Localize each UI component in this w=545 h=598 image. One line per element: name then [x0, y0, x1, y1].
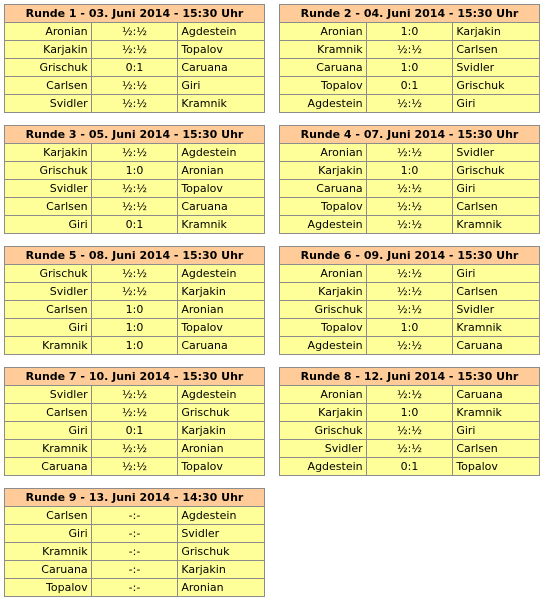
black-player: Grischuk — [453, 77, 540, 95]
game-result: ½:½ — [366, 95, 453, 113]
game-result: -:- — [91, 543, 178, 561]
game-result: ½:½ — [91, 458, 178, 476]
white-player: Aronian — [280, 144, 367, 162]
game-result: ½:½ — [366, 180, 453, 198]
white-player: Svidler — [5, 180, 92, 198]
black-player: Karjakin — [178, 561, 265, 579]
game-result: 1:0 — [91, 319, 178, 337]
game-result: -:- — [91, 507, 178, 525]
black-player: Svidler — [178, 525, 265, 543]
black-player: Aronian — [178, 440, 265, 458]
white-player: Topalov — [280, 198, 367, 216]
table-row — [5, 77, 265, 95]
black-player: Caruana — [178, 198, 265, 216]
table-row — [5, 23, 265, 41]
game-result: 1:0 — [91, 162, 178, 180]
round-2-table — [279, 4, 540, 113]
black-player: Giri — [453, 265, 540, 283]
game-result: ½:½ — [91, 23, 178, 41]
black-player: Kramnik — [453, 319, 540, 337]
white-player: Carlsen — [5, 301, 92, 319]
black-player: Grischuk — [453, 162, 540, 180]
table-row — [280, 198, 540, 216]
table-row — [280, 301, 540, 319]
black-player: Agdestein — [178, 23, 265, 41]
table-row — [280, 265, 540, 283]
black-player: Grischuk — [178, 543, 265, 561]
black-player: Kramnik — [453, 404, 540, 422]
game-result: ½:½ — [91, 144, 178, 162]
white-player: Aronian — [280, 23, 367, 41]
white-player: Grischuk — [5, 59, 92, 77]
game-result: 1:0 — [91, 337, 178, 355]
table-row — [5, 283, 265, 301]
black-player: Svidler — [453, 301, 540, 319]
black-player: Topalov — [453, 458, 540, 476]
table-row — [5, 41, 265, 59]
white-player: Topalov — [280, 77, 367, 95]
black-player: Kramnik — [178, 95, 265, 113]
round-5-title: Runde 5 - 08. Juni 2014 - 15:30 Uhr — [5, 247, 265, 265]
black-player: Aronian — [178, 301, 265, 319]
game-result: ½:½ — [366, 422, 453, 440]
game-result: 0:1 — [91, 59, 178, 77]
white-player: Topalov — [280, 319, 367, 337]
table-row — [280, 95, 540, 113]
white-player: Grischuk — [5, 265, 92, 283]
game-result: 0:1 — [91, 216, 178, 234]
white-player: Giri — [5, 525, 92, 543]
black-player: Topalov — [178, 319, 265, 337]
table-row — [5, 507, 265, 525]
white-player: Svidler — [280, 440, 367, 458]
game-result: ½:½ — [91, 41, 178, 59]
black-player: Caruana — [453, 386, 540, 404]
black-player: Topalov — [178, 180, 265, 198]
white-player: Caruana — [280, 180, 367, 198]
table-row — [280, 337, 540, 355]
black-player: Grischuk — [178, 404, 265, 422]
round-1-table — [4, 4, 265, 113]
game-result: ½:½ — [91, 283, 178, 301]
round-4-table — [279, 125, 540, 234]
black-player: Giri — [453, 95, 540, 113]
table-row — [5, 301, 265, 319]
white-player: Svidler — [5, 95, 92, 113]
game-result: ½:½ — [91, 404, 178, 422]
table-row — [280, 319, 540, 337]
round-1-title: Runde 1 - 03. Juni 2014 - 15:30 Uhr — [5, 5, 265, 23]
table-row — [280, 404, 540, 422]
game-result: 0:1 — [366, 77, 453, 95]
game-result: ½:½ — [366, 440, 453, 458]
round-6-title: Runde 6 - 09. Juni 2014 - 15:30 Uhr — [280, 247, 540, 265]
table-row — [5, 404, 265, 422]
white-player: Giri — [5, 422, 92, 440]
game-result: 0:1 — [91, 422, 178, 440]
white-player: Aronian — [5, 23, 92, 41]
game-result: -:- — [91, 561, 178, 579]
table-row — [5, 386, 265, 404]
white-player: Aronian — [280, 265, 367, 283]
black-player: Kramnik — [178, 216, 265, 234]
white-player: Grischuk — [5, 162, 92, 180]
black-player: Giri — [178, 77, 265, 95]
white-player: Kramnik — [5, 440, 92, 458]
black-player: Svidler — [453, 144, 540, 162]
black-player: Carlsen — [453, 440, 540, 458]
game-result: 1:0 — [366, 404, 453, 422]
table-row — [5, 144, 265, 162]
table-row — [5, 180, 265, 198]
black-player: Giri — [453, 180, 540, 198]
table-row — [280, 77, 540, 95]
table-row — [5, 422, 265, 440]
white-player: Kramnik — [5, 543, 92, 561]
table-row — [280, 23, 540, 41]
white-player: Agdestein — [280, 95, 367, 113]
round-7-title: Runde 7 - 10. Juni 2014 - 15:30 Uhr — [5, 368, 265, 386]
table-row — [5, 95, 265, 113]
white-player: Caruana — [280, 59, 367, 77]
black-player: Agdestein — [178, 386, 265, 404]
black-player: Agdestein — [178, 265, 265, 283]
round-4-title: Runde 4 - 07. Juni 2014 - 15:30 Uhr — [280, 126, 540, 144]
white-player: Topalov — [5, 579, 92, 597]
black-player: Carlsen — [453, 283, 540, 301]
table-row — [280, 180, 540, 198]
black-player: Svidler — [453, 59, 540, 77]
table-row — [5, 198, 265, 216]
table-row — [5, 216, 265, 234]
round-8-title: Runde 8 - 12. Juni 2014 - 15:30 Uhr — [280, 368, 540, 386]
white-player: Kramnik — [280, 41, 367, 59]
table-row — [280, 59, 540, 77]
black-player: Karjakin — [178, 283, 265, 301]
white-player: Caruana — [5, 458, 92, 476]
game-result: ½:½ — [91, 198, 178, 216]
game-result: ½:½ — [366, 386, 453, 404]
table-row — [280, 458, 540, 476]
black-player: Aronian — [178, 579, 265, 597]
game-result: ½:½ — [366, 337, 453, 355]
table-row — [280, 41, 540, 59]
game-result: -:- — [91, 579, 178, 597]
table-row — [5, 59, 265, 77]
game-result: ½:½ — [366, 283, 453, 301]
white-player: Carlsen — [5, 507, 92, 525]
game-result: -:- — [91, 525, 178, 543]
black-player: Caruana — [453, 337, 540, 355]
white-player: Carlsen — [5, 404, 92, 422]
game-result: ½:½ — [366, 41, 453, 59]
black-player: Caruana — [178, 59, 265, 77]
black-player: Caruana — [178, 337, 265, 355]
round-7-table — [4, 367, 265, 476]
white-player: Grischuk — [280, 301, 367, 319]
table-row — [5, 458, 265, 476]
table-row — [280, 144, 540, 162]
table-row — [5, 579, 265, 597]
black-player: Agdestein — [178, 144, 265, 162]
round-9-title: Runde 9 - 13. Juni 2014 - 14:30 Uhr — [5, 489, 265, 507]
game-result: ½:½ — [91, 386, 178, 404]
black-player: Topalov — [178, 41, 265, 59]
table-row — [5, 440, 265, 458]
game-result: 1:0 — [366, 23, 453, 41]
white-player: Svidler — [5, 386, 92, 404]
white-player: Agdestein — [280, 337, 367, 355]
game-result: ½:½ — [91, 265, 178, 283]
table-row — [280, 162, 540, 180]
black-player: Carlsen — [453, 41, 540, 59]
black-player: Agdestein — [178, 507, 265, 525]
game-result: ½:½ — [91, 440, 178, 458]
white-player: Carlsen — [5, 77, 92, 95]
table-row — [280, 386, 540, 404]
game-result: 1:0 — [91, 301, 178, 319]
black-player: Karjakin — [178, 422, 265, 440]
table-row — [5, 319, 265, 337]
white-player: Aronian — [280, 386, 367, 404]
game-result: 0:1 — [366, 458, 453, 476]
table-row — [5, 561, 265, 579]
game-result: 1:0 — [366, 59, 453, 77]
game-result: 1:0 — [366, 162, 453, 180]
white-player: Giri — [5, 319, 92, 337]
white-player: Karjakin — [280, 162, 367, 180]
white-player: Carlsen — [5, 198, 92, 216]
game-result: ½:½ — [91, 180, 178, 198]
white-player: Karjakin — [280, 404, 367, 422]
game-result: ½:½ — [366, 198, 453, 216]
table-row — [5, 162, 265, 180]
white-player: Svidler — [5, 283, 92, 301]
black-player: Giri — [453, 422, 540, 440]
game-result: ½:½ — [366, 265, 453, 283]
white-player: Karjakin — [5, 144, 92, 162]
black-player: Aronian — [178, 162, 265, 180]
white-player: Agdestein — [280, 216, 367, 234]
round-5-table — [4, 246, 265, 355]
game-result: 1:0 — [366, 319, 453, 337]
white-player: Agdestein — [280, 458, 367, 476]
white-player: Caruana — [5, 561, 92, 579]
table-row — [280, 422, 540, 440]
table-row — [5, 525, 265, 543]
white-player: Karjakin — [280, 283, 367, 301]
round-9-table — [4, 488, 265, 597]
game-result: ½:½ — [91, 77, 178, 95]
game-result: ½:½ — [366, 301, 453, 319]
table-row — [280, 216, 540, 234]
white-player: Karjakin — [5, 41, 92, 59]
black-player: Carlsen — [453, 198, 540, 216]
table-row — [5, 337, 265, 355]
round-6-table — [279, 246, 540, 355]
round-3-table — [4, 125, 265, 234]
black-player: Kramnik — [453, 216, 540, 234]
round-3-title: Runde 3 - 05. Juni 2014 - 15:30 Uhr — [5, 126, 265, 144]
white-player: Kramnik — [5, 337, 92, 355]
round-8-table — [279, 367, 540, 476]
table-row — [280, 283, 540, 301]
game-result: ½:½ — [91, 95, 178, 113]
black-player: Karjakin — [453, 23, 540, 41]
table-row — [280, 440, 540, 458]
white-player: Grischuk — [280, 422, 367, 440]
black-player: Topalov — [178, 458, 265, 476]
table-row — [5, 543, 265, 561]
white-player: Giri — [5, 216, 92, 234]
table-row — [5, 265, 265, 283]
game-result: ½:½ — [366, 144, 453, 162]
round-2-title: Runde 2 - 04. Juni 2014 - 15:30 Uhr — [280, 5, 540, 23]
game-result: ½:½ — [366, 216, 453, 234]
